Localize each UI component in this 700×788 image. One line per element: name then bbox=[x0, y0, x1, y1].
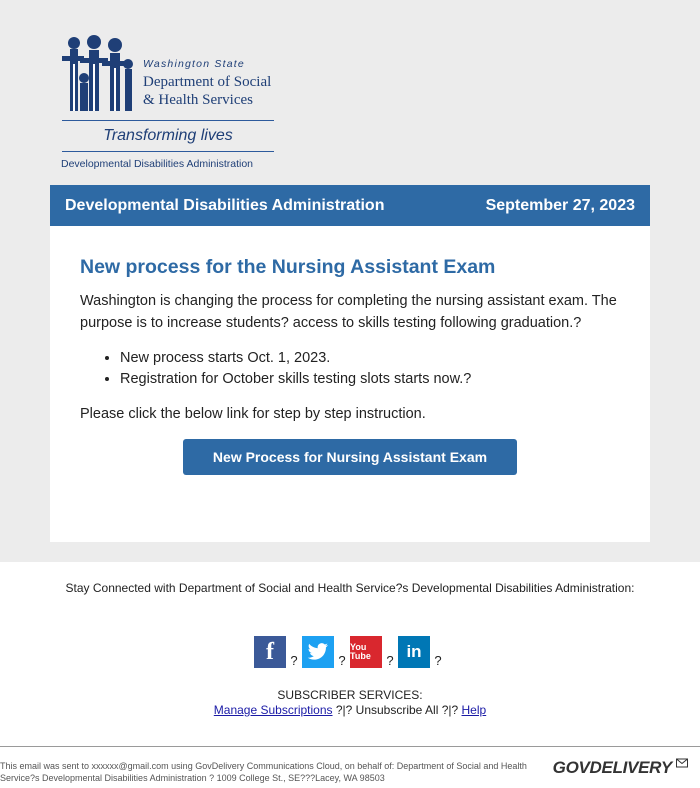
footer-disclaimer: This email was sent to xxxxxx@gmail.com using GovDelivery Communications Cloud, on behalf of: Department of Social and Health Service?s Developmental Disabilities Administration ? 1009 College St., SE???Lacey, WA 98503 bbox=[0, 761, 527, 783]
list-item: • Registration for October skills testing slots starts now.? bbox=[120, 369, 620, 390]
logo-dept-line1: Department of Social bbox=[143, 74, 272, 90]
separator: ?|? bbox=[438, 703, 462, 717]
logo-tagline: Transforming lives bbox=[103, 127, 233, 144]
bullet-list bbox=[80, 348, 620, 390]
list-item: • New process starts Oct. 1, 2023. bbox=[120, 348, 620, 369]
logo-dept-line2: & Health Services bbox=[143, 92, 253, 108]
logo-division: Developmental Disabilities Administration bbox=[61, 158, 254, 170]
family-figures-icon bbox=[60, 34, 140, 114]
govdelivery-logo[interactable] bbox=[553, 758, 688, 778]
instruction-text: Please click the below link for step by step instruction. bbox=[80, 406, 426, 422]
content-card bbox=[50, 226, 650, 542]
separator: ? bbox=[338, 653, 346, 668]
govdelivery-text: GOVDELIVERY bbox=[552, 758, 672, 777]
footer-divider bbox=[0, 746, 700, 747]
separator: ?|? bbox=[332, 703, 356, 717]
header-date: September 27, 2023 bbox=[485, 196, 635, 214]
dshs-logo[interactable] bbox=[60, 34, 276, 174]
envelope-icon bbox=[676, 758, 688, 768]
header-bar bbox=[50, 185, 650, 226]
subscriber-label: SUBSCRIBER SERVICES: bbox=[277, 688, 423, 702]
header-title: Developmental Disabilities Administration bbox=[65, 196, 385, 214]
youtube-icon[interactable]: You Tube bbox=[350, 636, 382, 668]
stay-connected-text: Stay Connected with Department of Social and Health Service?s Developmental Disabilities Administration: bbox=[65, 581, 635, 595]
subscriber-links bbox=[0, 703, 700, 718]
subscriber-services bbox=[0, 688, 700, 718]
logo-divider-top bbox=[62, 120, 274, 121]
separator: ? bbox=[434, 653, 442, 668]
separator: ? bbox=[290, 653, 298, 668]
logo-divider-bottom bbox=[62, 151, 274, 152]
logo-state-text: Washington State bbox=[143, 58, 245, 70]
nursing-exam-button[interactable]: New Process for Nursing Assistant Exam bbox=[183, 439, 517, 475]
facebook-icon[interactable]: f bbox=[254, 636, 286, 668]
unsubscribe-all-text[interactable]: Unsubscribe All bbox=[355, 703, 439, 717]
help-link[interactable]: Help bbox=[461, 703, 487, 717]
article-title: New process for the Nursing Assistant Exam bbox=[80, 256, 496, 278]
social-links bbox=[0, 632, 700, 668]
manage-subscriptions-link[interactable]: Manage Subscriptions bbox=[213, 703, 333, 717]
linkedin-icon[interactable]: in bbox=[398, 636, 430, 668]
article-body: Washington is changing the process for completing the nursing assistant exam. The purpose is to increase students? access to skills testing following graduation.? bbox=[80, 293, 617, 331]
separator: ? bbox=[386, 653, 394, 668]
twitter-icon[interactable] bbox=[302, 636, 334, 668]
twitter-bird-icon bbox=[307, 643, 329, 661]
